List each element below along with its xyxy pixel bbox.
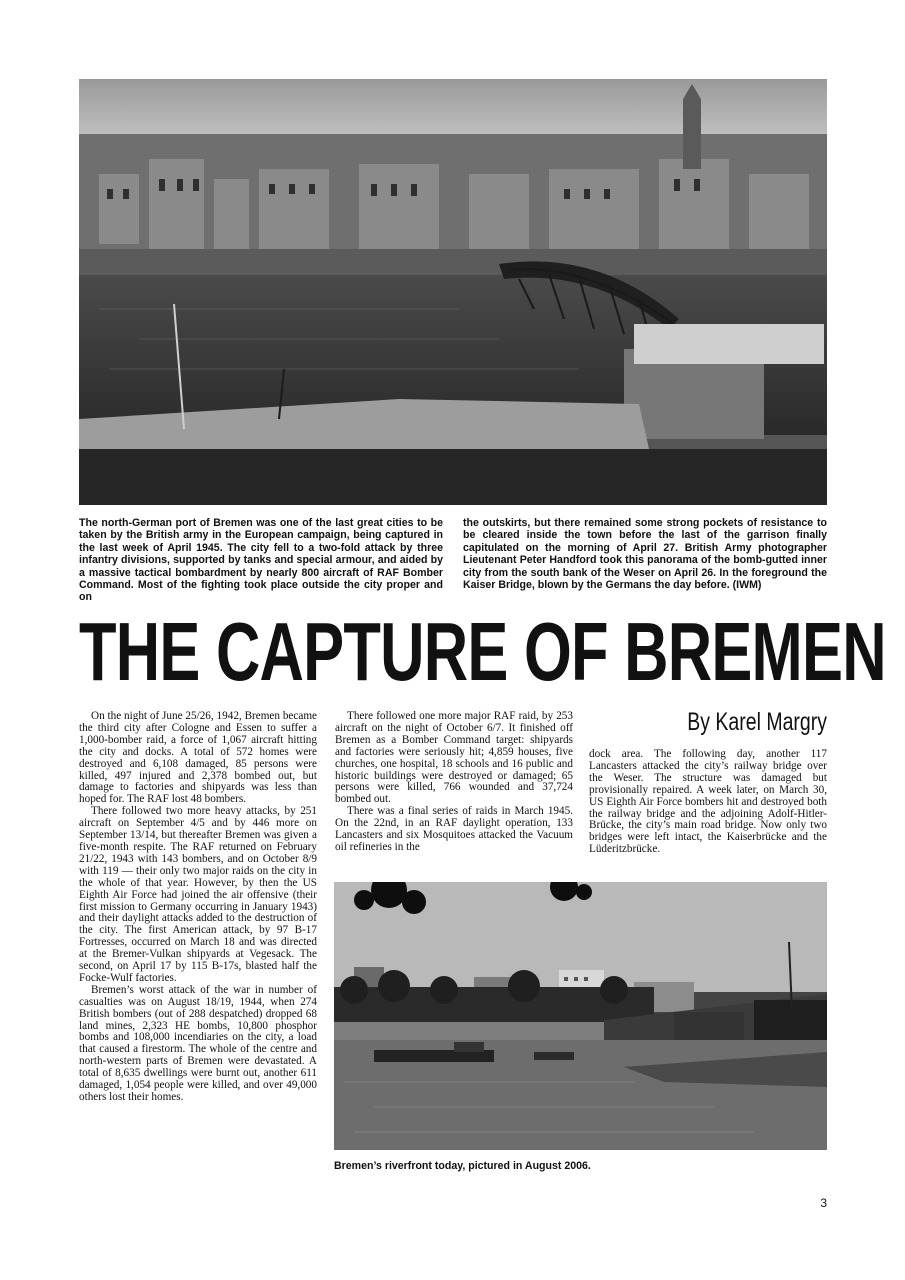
body-column-1 — [79, 711, 317, 1104]
paragraph: Bremen’s worst attack of the war in number of casualties was on August 18/19, 1944, when 274 British bombers (out of 288 despatched) dropped 68 land mines, 2,323 HE bombs, 10,800 phosphor bombs and 108,000 incendiaries on the city, a load that caused a firestorm. The whole of the centre and north-western parts of Bremen were devastated. A total of 8,635 dwellings were burnt out, another 611 damaged, 1,054 people were killed, and over 49,000 others lost their homes. — [79, 983, 317, 1103]
top-photo — [79, 79, 827, 505]
byline: By Karel Margry — [687, 708, 827, 736]
article-title: THE CAPTURE OF BREMEN — [79, 605, 886, 698]
body-column-2 — [335, 711, 573, 854]
paragraph: On the night of June 25/26, 1942, Bremen became the third city after Cologne and Essen to suffer a 1,000-bomber raid, a force of 1,067 aircraft hitting the city and docks. A total of 572 homes were destroyed and 6,108 damaged, 85 persons were killed, 497 injured and 2,378 bombed out, but damage to factories and shipyards was less than hoped for. The RAF lost 48 bombers. — [79, 710, 317, 806]
bottom-caption: Bremen’s riverfront today, pictured in August 2006. — [334, 1160, 591, 1172]
page-number: 3 — [820, 1196, 827, 1210]
paragraph: There followed one more major RAF raid, by 253 aircraft on the night of October 6/7. It finished off Bremen as a Bomber Command target: shipyards and factories were seriously hit; 4,859 houses, five churches, one hospital, 18 schools and 16 public and historic buildings were destroyed or damaged; 65 persons were killed, 766 wounded and 37,724 bombed out. — [335, 710, 573, 806]
paragraph: There followed two more heavy attacks, by 251 aircraft on September 4/5 and by 446 more on September 13/14, but thereafter Bremen was given a five-month respite. The RAF returned on February 21/22, 1943 with 143 bombers, and on October 8/9 with 119 — their only two major raids on the city in the whole of that year. However, by then the US Eighth Air Force had joined the air offensive (their first mission to Germany occurring in January 1943) and their daylight attacks added to the destruction of the city. The first American attack, by 97 B-17 Fortresses, occurred on March 18 and was directed at the Bremer-Vulkan shipyards at Vegesack. The second, on April 17 by 115 B-17s, blasted half the Focke-Wulf factories. — [79, 805, 317, 984]
ruined-bremen-panorama — [79, 79, 827, 505]
modern-riverfront — [334, 882, 827, 1150]
bottom-photo — [334, 882, 827, 1150]
paragraph: dock area. The following day, another 117 Lancasters attacked the city’s railway bridge over the Weser. The structure was damaged but provisionally repaired. A week later, on March 30, US Eighth Air Force bombers hit and destroyed both the railway bridge and the adjoining Adolf-Hitler-Brücke, the city’s main road bridge. Now only two bridges were left intact, the Kaiserbrücke and the Lüderitzbrücke. — [589, 748, 827, 856]
top-caption-part-1: The north-German port of Bremen was one of the last great cities to be taken by the British army in the European campaign, being captured in the last week of April 1945. The city fell to a two-fold attack by three infantry divisions, supported by tanks and special armour, and aided by a massive tactical bombardment by nearly 800 aircraft of RAF Bomber Command. Most of the fighting took place outside the city proper and on — [79, 517, 443, 604]
top-caption-part-2: the outskirts, but there remained some strong pockets of resistance to be cleared inside the town before the last of the garrison finally capitulated on the morning of April 27. British Army photographer Lieutenant Peter Handford took this panorama of the bomb-gutted inner city from the south bank of the Weser on April 26. In the foreground the Kaiser Bridge, blown by the Germans the day before. (IWM) — [463, 517, 827, 592]
paragraph: There was a final series of raids in March 1945. On the 22nd, in an RAF daylight operation, 133 Lancasters and six Mosquitoes attacked the Vacuum oil refineries in the — [335, 805, 573, 853]
body-column-3 — [589, 749, 827, 856]
